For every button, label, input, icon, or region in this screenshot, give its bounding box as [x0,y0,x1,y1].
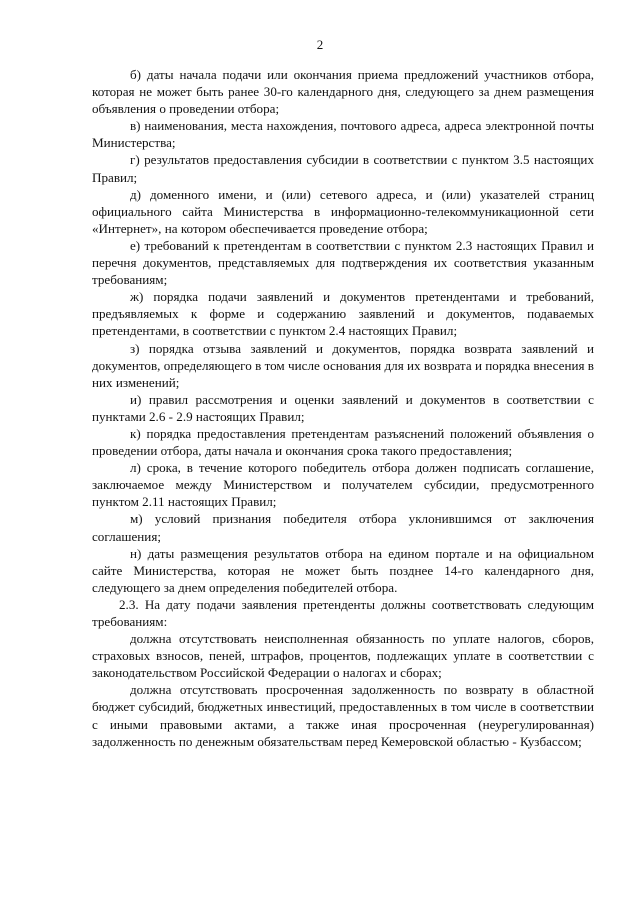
paragraph-d: д) доменного имени, и (или) сетевого адреса, и (или) указателей страниц официального сайта Министерства в информационно-телекоммуникационной сети «Интернет», на котором обеспечивается проведение отбора; [92,186,594,236]
section-2-3: 2.3. На дату подачи заявления претенденты должны соответствовать следующим требованиям: [92,596,594,629]
requirement-debts: должна отсутствовать просроченная задолженность по возврату в областной бюджет субсидий, бюджетных инвестиций, предоставленных в том числе в соответствии с иными правовыми актами, а также иная просроченная (неурегулированная) задолженность по денежным обязательствам перед Кемеровской областью - Кузбассом; [92,682,594,749]
paragraph-n: н) даты размещения результатов отбора на едином портале и на официальном сайте Министерства, которая не может быть позднее 14-го календарного дня, следующего за днем определения победителей отбора. [92,545,594,595]
paragraph-m: м) условий признания победителя отбора уклонившимся от заключения соглашения; [92,511,594,544]
paragraph-i: и) правил рассмотрения и оценки заявлений и документов в соответствии с пунктами 2.6 - 2.9 настоящих Правил; [92,391,594,424]
paragraph-z: з) порядка отзыва заявлений и документов, порядка возврата заявлений и документов, определяющего в том числе основания для их возврата и порядка внесения в них изменений; [92,340,594,390]
requirement-taxes: должна отсутствовать неисполненная обязанность по уплате налогов, сборов, страховых взносов, пеней, штрафов, процентов, подлежащих уплате в соответствии с законодательством Российской Федерации о налогах и сборах; [92,631,594,681]
paragraph-zh: ж) порядка подачи заявлений и документов претендентами и требований, предъявляемых к форме и содержанию заявлений и документов, подаваемых претендентами, в соответствии с пунктом 2.4 настоящих Правил; [92,289,594,339]
document-body [92,66,594,750]
paragraph-e: е) требований к претендентам в соответствии с пунктом 2.3 настоящих Правил и перечня документов, представляемых для подтверждения их соответствия указанным требованиям; [92,237,594,288]
paragraph-k: к) порядка предоставления претендентам разъяснений положений объявления о проведении отбора, даты начала и окончания срока такого предоставления; [92,425,594,459]
page-number: 2 [316,37,324,52]
paragraph-g: г) результатов предоставления субсидии в соответствии с пунктом 3.5 настоящих Правил; [92,152,594,185]
paragraph-b: б) даты начала подачи или окончания приема предложений участников отбора, которая не может быть ранее 30-го календарного дня, следующего за днем размещения объявления о проведении отбора; [92,67,594,117]
paragraph-l: л) срока, в течение которого победитель отбора должен подписать соглашение, заключаемое между Министерством и получателем субсидии, предусмотренного пунктом 2.11 настоящих Правил; [92,460,594,510]
paragraph-v: в) наименования, места нахождения, почтового адреса, адреса электронной почты Министерства; [92,118,594,151]
